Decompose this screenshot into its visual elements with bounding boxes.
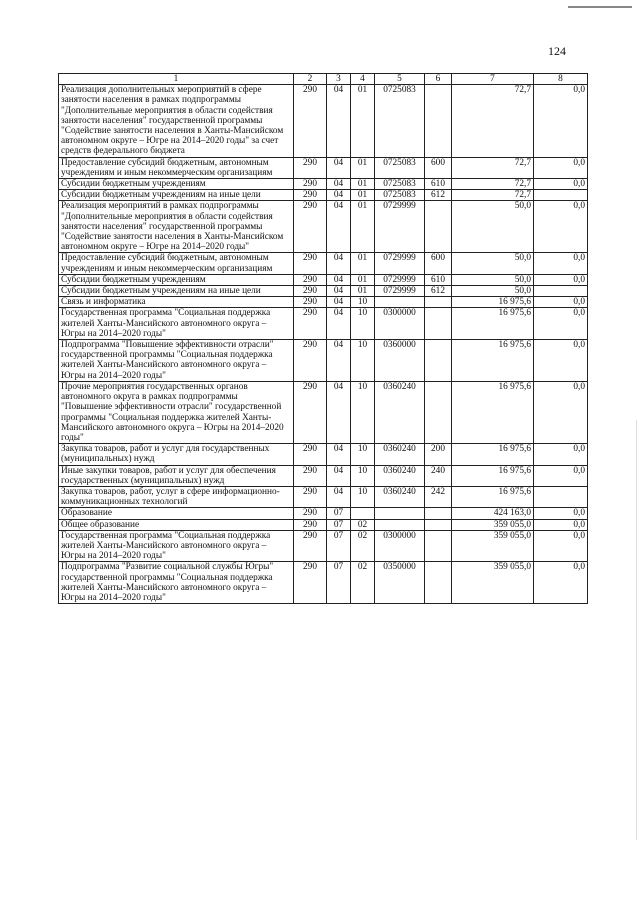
row-col5: 0729999 — [375, 274, 425, 285]
row-col4: 01 — [351, 274, 375, 285]
row-col2: 290 — [294, 190, 327, 201]
row-col8: 0,0 — [534, 465, 588, 486]
row-col8 — [534, 190, 588, 201]
row-name: Субсидии бюджетным учреждениям — [59, 179, 294, 190]
row-col3: 04 — [327, 465, 351, 486]
row-col8 — [534, 286, 588, 297]
row-col6 — [425, 519, 452, 530]
row-col2: 290 — [294, 85, 327, 157]
row-col5: 0300000 — [375, 308, 425, 340]
row-col4: 01 — [351, 190, 375, 201]
row-name: Иные закупки товаров, работ и услуг для обеспечения государственных (муниципальных) нужд — [59, 465, 294, 486]
table-row — [59, 157, 588, 178]
row-name: Реализация дополнительных мероприятий в сфере занятости населения в рамках подпрограммы "Дополнительные мероприятия в области содействия занятости населения" государственной программы "Содействие занятости населения в Ханты-Мансийском автономном округе – Югре на 2014–2020 годы" за счет средств федерального бюджета — [59, 85, 294, 157]
row-name: Закупка товаров, работ, услуг в сфере информационно-коммуникационных технологий — [59, 486, 294, 507]
row-col2: 290 — [294, 530, 327, 562]
row-col7: 359 055,0 — [452, 519, 534, 530]
row-col2: 290 — [294, 157, 327, 178]
table-row — [59, 340, 588, 382]
header-cell-6: 6 — [425, 74, 452, 85]
row-col3: 07 — [327, 530, 351, 562]
row-col3: 07 — [327, 508, 351, 519]
row-col6 — [425, 530, 452, 562]
row-col2: 290 — [294, 486, 327, 507]
row-col8: 0,0 — [534, 253, 588, 274]
row-col7: 50,0 — [452, 286, 534, 297]
row-col8: 0,0 — [534, 157, 588, 178]
row-col3: 07 — [327, 562, 351, 604]
row-col8: 0,0 — [534, 519, 588, 530]
header-row — [59, 74, 588, 85]
row-col3: 04 — [327, 381, 351, 443]
table-row — [59, 308, 588, 340]
row-col5: 0729999 — [375, 286, 425, 297]
row-col8: 0,0 — [534, 444, 588, 465]
row-name: Закупка товаров, работ и услуг для государственных (муниципальных) нужд — [59, 444, 294, 465]
row-col6 — [425, 85, 452, 157]
row-col7: 50,0 — [452, 274, 534, 285]
row-col4: 01 — [351, 286, 375, 297]
row-name: Субсидии бюджетным учреждениям на иные цели — [59, 190, 294, 201]
row-name: Государственная программа "Социальная поддержка жителей Ханты-Мансийского автономного округа – Югры на 2014–2020 годы" — [59, 308, 294, 340]
row-col6: 242 — [425, 486, 452, 507]
row-col5: 0350000 — [375, 562, 425, 604]
row-name: Образование — [59, 508, 294, 519]
row-col7: 16 975,6 — [452, 486, 534, 507]
row-col8: 0,0 — [534, 562, 588, 604]
row-col5: 0725083 — [375, 190, 425, 201]
row-col8: 0,0 — [534, 201, 588, 253]
row-col7: 50,0 — [452, 201, 534, 253]
table-row — [59, 381, 588, 443]
row-col4: 02 — [351, 530, 375, 562]
row-col5: 0360240 — [375, 381, 425, 443]
row-col3: 07 — [327, 519, 351, 530]
row-col6: 240 — [425, 465, 452, 486]
table-row — [59, 274, 588, 285]
row-name: Государственная программа "Социальная поддержка жителей Ханты-Мансийского автономного округа – Югры на 2014–2020 годы" — [59, 530, 294, 562]
row-col2: 290 — [294, 381, 327, 443]
row-col3: 04 — [327, 179, 351, 190]
row-col7: 424 163,0 — [452, 508, 534, 519]
row-col7: 72,7 — [452, 179, 534, 190]
table-row — [59, 179, 588, 190]
scan-mark — [568, 6, 632, 8]
row-col8: 0,0 — [534, 381, 588, 443]
row-name: Подпрограмма "Повышение эффективности отрасли" государственной программы "Социальная поддержка жителей Ханты-Мансийского автономного округа – Югры на 2014–2020 годы" — [59, 340, 294, 382]
row-col7: 72,7 — [452, 157, 534, 178]
row-col3: 04 — [327, 340, 351, 382]
row-col3: 04 — [327, 190, 351, 201]
row-col7: 16 975,6 — [452, 465, 534, 486]
header-cell-7: 7 — [452, 74, 534, 85]
header-cell-1: 1 — [59, 74, 294, 85]
row-col8: 0,0 — [534, 274, 588, 285]
row-col8: 0,0 — [534, 297, 588, 308]
row-col2: 290 — [294, 297, 327, 308]
row-col6 — [425, 297, 452, 308]
row-col2: 290 — [294, 340, 327, 382]
row-col7: 16 975,6 — [452, 444, 534, 465]
row-col8: 0,0 — [534, 179, 588, 190]
row-col7: 72,7 — [452, 85, 534, 157]
row-col5: 0729999 — [375, 253, 425, 274]
row-col3: 04 — [327, 274, 351, 285]
row-col7: 359 055,0 — [452, 562, 534, 604]
row-col4: 10 — [351, 340, 375, 382]
table-row — [59, 508, 588, 519]
header-cell-8: 8 — [534, 74, 588, 85]
scan-edge — [636, 420, 637, 840]
page-number: 124 — [548, 44, 566, 58]
row-col5: 0360240 — [375, 486, 425, 507]
row-col4: 10 — [351, 465, 375, 486]
row-col5: 0729999 — [375, 201, 425, 253]
budget-table — [58, 73, 588, 604]
row-col4: 01 — [351, 253, 375, 274]
row-name: Общее образование — [59, 519, 294, 530]
table-row — [59, 486, 588, 507]
row-col5 — [375, 519, 425, 530]
row-col6 — [425, 562, 452, 604]
row-col5: 0725083 — [375, 157, 425, 178]
header-cell-5: 5 — [375, 74, 425, 85]
table-row — [59, 253, 588, 274]
row-col3: 04 — [327, 308, 351, 340]
row-col8: 0,0 — [534, 508, 588, 519]
row-col8: 0,0 — [534, 308, 588, 340]
row-col2: 290 — [294, 201, 327, 253]
table-row — [59, 530, 588, 562]
row-col6: 600 — [425, 157, 452, 178]
row-col2: 290 — [294, 508, 327, 519]
row-col2: 290 — [294, 253, 327, 274]
row-col2: 290 — [294, 519, 327, 530]
row-col6: 610 — [425, 179, 452, 190]
row-col4: 01 — [351, 201, 375, 253]
row-col4: 02 — [351, 519, 375, 530]
table-row — [59, 85, 588, 157]
row-col4: 10 — [351, 308, 375, 340]
row-col6: 612 — [425, 190, 452, 201]
row-col6 — [425, 308, 452, 340]
row-col3: 04 — [327, 253, 351, 274]
table-row — [59, 190, 588, 201]
table-row — [59, 201, 588, 253]
row-col3: 04 — [327, 444, 351, 465]
row-col6: 200 — [425, 444, 452, 465]
row-name: Связь и информатика — [59, 297, 294, 308]
row-col4: 02 — [351, 562, 375, 604]
row-name: Реализация мероприятий в рамках подпрограммы "Дополнительные мероприятия в области содействия занятости населения" государственной программы "Содействие занятости населения в Ханты-Мансийском автономном округе – Югре на 2014–2020 годы" — [59, 201, 294, 253]
row-col2: 290 — [294, 274, 327, 285]
row-col6: 610 — [425, 274, 452, 285]
header-cell-3: 3 — [327, 74, 351, 85]
row-col3: 04 — [327, 201, 351, 253]
row-col4: 01 — [351, 85, 375, 157]
row-col5: 0360000 — [375, 340, 425, 382]
row-col6: 612 — [425, 286, 452, 297]
row-name: Субсидии бюджетным учреждениям на иные цели — [59, 286, 294, 297]
row-col3: 04 — [327, 157, 351, 178]
row-col6 — [425, 381, 452, 443]
row-col7: 16 975,6 — [452, 297, 534, 308]
table-row — [59, 562, 588, 604]
table-row — [59, 465, 588, 486]
row-col4: 01 — [351, 179, 375, 190]
row-col6 — [425, 201, 452, 253]
row-col5: 0725083 — [375, 179, 425, 190]
row-col4: 10 — [351, 381, 375, 443]
row-name: Предоставление субсидий бюджетным, автономным учреждениям и иным некоммерческим организациям — [59, 157, 294, 178]
row-col7: 50,0 — [452, 253, 534, 274]
row-col2: 290 — [294, 444, 327, 465]
table-row — [59, 444, 588, 465]
row-col2: 290 — [294, 286, 327, 297]
row-col5: 0360240 — [375, 465, 425, 486]
row-col8: 0,0 — [534, 340, 588, 382]
row-col6 — [425, 340, 452, 382]
row-col5 — [375, 297, 425, 308]
row-col3: 04 — [327, 297, 351, 308]
row-col3: 04 — [327, 286, 351, 297]
row-col3: 04 — [327, 85, 351, 157]
row-col4: 10 — [351, 486, 375, 507]
row-col2: 290 — [294, 562, 327, 604]
row-col2: 290 — [294, 179, 327, 190]
table-row — [59, 519, 588, 530]
row-name: Субсидии бюджетным учреждениям — [59, 274, 294, 285]
row-col7: 16 975,6 — [452, 308, 534, 340]
row-col8 — [534, 486, 588, 507]
row-col7: 72,7 — [452, 190, 534, 201]
row-col5: 0725083 — [375, 85, 425, 157]
row-col4: 10 — [351, 297, 375, 308]
row-col7: 359 055,0 — [452, 530, 534, 562]
row-name: Прочие мероприятия государственных органов автономного округа в рамках подпрограммы "Повышение эффективности отрасли" государственной программы "Социальная поддержка жителей Ханты-Мансийского автономного округа – Югры на 2014–2020 годы" — [59, 381, 294, 443]
row-col8: 0,0 — [534, 530, 588, 562]
row-col2: 290 — [294, 465, 327, 486]
row-col2: 290 — [294, 308, 327, 340]
row-col6 — [425, 508, 452, 519]
header-cell-4: 4 — [351, 74, 375, 85]
row-name: Подпрограмма "Развитие социальной службы Югры" государственной программы "Социальная поддержка жителей Ханты-Мансийского автономного округа – Югры на 2014–2020 годы" — [59, 562, 294, 604]
row-name: Предоставление субсидий бюджетным, автономным учреждениям и иным некоммерческим организациям — [59, 253, 294, 274]
table-row — [59, 297, 588, 308]
row-col4: 01 — [351, 157, 375, 178]
row-col4: 10 — [351, 444, 375, 465]
table-row — [59, 286, 588, 297]
header-cell-2: 2 — [294, 74, 327, 85]
table-body — [59, 85, 588, 604]
row-col7: 16 975,6 — [452, 381, 534, 443]
row-col5: 0360240 — [375, 444, 425, 465]
row-col3: 04 — [327, 486, 351, 507]
row-col7: 16 975,6 — [452, 340, 534, 382]
row-col5 — [375, 508, 425, 519]
row-col5: 0300000 — [375, 530, 425, 562]
row-col4 — [351, 508, 375, 519]
row-col8: 0,0 — [534, 85, 588, 157]
row-col6: 600 — [425, 253, 452, 274]
